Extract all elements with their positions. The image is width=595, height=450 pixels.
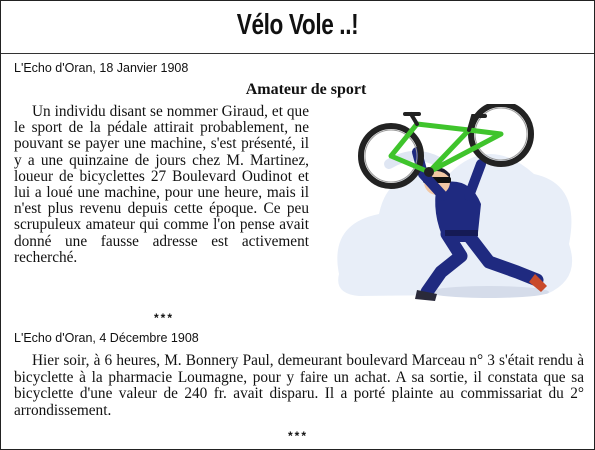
article2-body: Hier soir, à 6 heures, M. Bonnery Paul, demeurant boulevard Marceau n° 3 s'était rendu à bicyclette à la pharmacie Loumagne, pour y faire un achat. A sa sortie, il constata que sa bicyclette d'une valeur de 240 fr. avait disparu. Il a porté plainte au commissariat du 2° arrondissement. xyxy=(14,352,584,419)
page-title: Vélo Vole ..! xyxy=(236,9,359,41)
title-divider xyxy=(1,53,594,54)
article1-source: L'Echo d'Oran, 18 Janvier 1908 xyxy=(14,61,189,75)
article1-body: Un individu disant se nommer Giraud, et que le sport de la pédale attirait probablement, ne pouvant se payer une machine, s'est présenté, il y a une quinzaine de jours chez M. Martinez, loueur de bicyclettes 27 Boulevard Oudinot et lui a loué une machine, pour une heure, mais il n'est plus revenu depuis cette époque. Ce peu scrupuleux amateur qui comme l'on pense avait donné une fausse adresse est activement recherché. xyxy=(14,103,309,266)
illustration xyxy=(319,104,587,317)
article1-headline: Amateur de sport xyxy=(245,81,367,98)
article2-source: L'Echo d'Oran, 4 Décembre 1908 xyxy=(14,331,199,345)
article2-separator: *** xyxy=(287,429,308,443)
article1-separator: *** xyxy=(153,311,174,325)
thief-carrying-bicycle-icon xyxy=(319,104,587,317)
